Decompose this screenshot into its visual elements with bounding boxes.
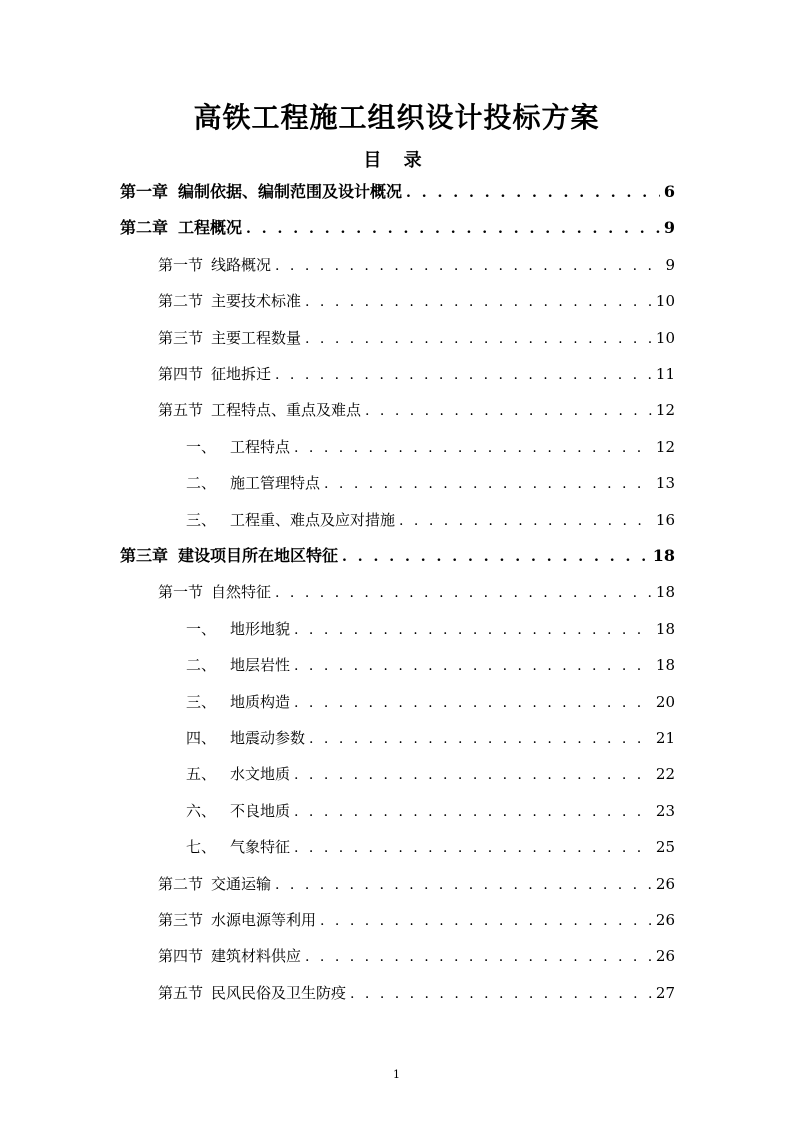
toc-entry-number: 六、 bbox=[186, 801, 217, 820]
toc-entry-text: 自然特征 bbox=[211, 583, 272, 602]
toc-entry-text: 征地拆迁 bbox=[211, 365, 272, 383]
toc-entry-number: 第五节 bbox=[158, 983, 204, 1002]
toc-entry-sub[interactable] bbox=[186, 723, 675, 753]
toc-entry-text: 地质构造 bbox=[230, 692, 291, 711]
toc-entry-page: 16 bbox=[655, 510, 675, 529]
toc-entry-sub[interactable] bbox=[186, 650, 675, 680]
toc-entry-number: 三、 bbox=[186, 510, 217, 529]
toc-entry-number: 二、 bbox=[186, 656, 217, 675]
toc-entry-label bbox=[158, 978, 346, 1008]
toc-entry-text: 工程重、难点及应对措施 bbox=[230, 510, 396, 529]
toc-entry-number: 第一节 bbox=[158, 255, 204, 274]
toc-entry-text: 不良地质 bbox=[230, 801, 291, 820]
toc-entry-text: 地层岩性 bbox=[230, 656, 291, 675]
toc-entry-page: 18 bbox=[652, 546, 675, 565]
toc-entry-number: 第四节 bbox=[158, 365, 204, 383]
toc-entry-section[interactable] bbox=[158, 250, 675, 280]
toc-entry-text: 交通运输 bbox=[211, 874, 272, 893]
toc-heading: 目 录 bbox=[363, 150, 430, 171]
toc-entry-label bbox=[186, 796, 290, 826]
toc-entry-text: 地形地貌 bbox=[230, 619, 291, 638]
toc-entry-label bbox=[120, 177, 402, 207]
toc-leader-dots bbox=[320, 906, 652, 936]
toc-entry-sub[interactable] bbox=[186, 832, 675, 862]
toc-leader-dots bbox=[294, 833, 652, 863]
toc-leader-dots bbox=[305, 324, 652, 354]
toc-entry-number: 三、 bbox=[186, 692, 217, 711]
toc-entry-page: 22 bbox=[655, 765, 675, 784]
toc-entry-label bbox=[186, 468, 320, 498]
toc-entry-page: 11 bbox=[655, 365, 675, 383]
toc-leader-dots bbox=[275, 870, 652, 900]
toc-entry-number: 第三节 bbox=[158, 911, 204, 929]
toc-entry-page: 13 bbox=[655, 474, 675, 493]
toc-entry-page: 12 bbox=[655, 437, 675, 456]
toc-entry-page: 10 bbox=[655, 328, 675, 347]
toc-entry-label bbox=[158, 905, 316, 935]
toc-entry-label bbox=[158, 577, 271, 607]
toc-entry-section[interactable] bbox=[158, 323, 675, 353]
toc-entry-number: 第一章 bbox=[120, 182, 169, 201]
toc-entry-sub[interactable] bbox=[186, 505, 675, 535]
toc-entry-label bbox=[186, 687, 290, 717]
toc-leader-dots bbox=[399, 506, 652, 536]
toc-entry-section[interactable] bbox=[158, 286, 675, 316]
toc-entry-chapter[interactable] bbox=[120, 177, 675, 207]
toc-entry-number: 第三章 bbox=[120, 546, 169, 565]
toc-entry-number: 第一节 bbox=[158, 583, 204, 602]
toc-entry-label bbox=[158, 286, 301, 316]
toc-entry-number: 一、 bbox=[186, 619, 217, 638]
toc-leader-dots bbox=[275, 578, 652, 608]
page-number: 1 bbox=[393, 1068, 400, 1081]
toc-entry-chapter[interactable] bbox=[120, 541, 675, 571]
toc-entry-label bbox=[120, 541, 338, 571]
toc-entry-section[interactable] bbox=[158, 577, 675, 607]
toc-entry-page: 21 bbox=[655, 729, 675, 747]
toc-entry-number: 五、 bbox=[186, 765, 217, 784]
toc-entry-page: 18 bbox=[655, 656, 675, 675]
toc-entry-sub[interactable] bbox=[186, 759, 675, 789]
toc-leader-dots bbox=[305, 287, 652, 317]
toc-leader-dots bbox=[365, 396, 652, 426]
document-title: 高铁工程施工组织设计投标方案 bbox=[193, 101, 600, 134]
toc-entry-section[interactable] bbox=[158, 395, 675, 425]
toc-entry-page: 20 bbox=[655, 692, 675, 711]
toc-leader-dots bbox=[309, 724, 652, 754]
toc-entry-page: 18 bbox=[655, 619, 675, 638]
toc-entry-label bbox=[158, 250, 271, 280]
toc-entry-section[interactable] bbox=[158, 941, 675, 971]
toc-entry-number: 四、 bbox=[186, 729, 217, 747]
toc-leader-dots bbox=[305, 942, 652, 972]
toc-entry-page: 27 bbox=[655, 983, 675, 1002]
toc-leader-dots bbox=[324, 469, 652, 499]
toc-entry-text: 水源电源等利用 bbox=[211, 911, 317, 929]
toc-leader-dots bbox=[294, 615, 652, 645]
toc-entry-text: 民风民俗及卫生防疫 bbox=[211, 983, 347, 1002]
toc-entry-sub[interactable] bbox=[186, 432, 675, 462]
toc-entry-text: 气象特征 bbox=[230, 838, 291, 857]
toc-entry-page: 26 bbox=[655, 911, 675, 929]
toc-entry-chapter[interactable] bbox=[120, 213, 675, 243]
toc-entry-section[interactable] bbox=[158, 978, 675, 1008]
toc-entry-label bbox=[158, 869, 271, 899]
toc-entry-page: 9 bbox=[663, 218, 675, 238]
toc-entry-page: 25 bbox=[655, 838, 675, 857]
toc-entry-page: 26 bbox=[655, 874, 675, 893]
toc-entry-text: 线路概况 bbox=[211, 255, 272, 274]
toc-entry-label bbox=[186, 432, 290, 462]
toc-leader-dots bbox=[350, 979, 652, 1009]
toc-entry-number: 第五节 bbox=[158, 401, 204, 420]
toc-entry-sub[interactable] bbox=[186, 687, 675, 717]
toc-entry-text: 编制依据、编制范围及设计概况 bbox=[178, 182, 403, 201]
toc-entry-number: 第二节 bbox=[158, 292, 204, 311]
toc-entry-page: 6 bbox=[663, 182, 675, 201]
toc-entry-text: 工程特点 bbox=[230, 437, 291, 456]
toc-entry-page: 18 bbox=[655, 583, 675, 602]
toc-leader-dots bbox=[275, 360, 652, 390]
toc-entry-text: 水文地质 bbox=[230, 765, 291, 784]
toc-entry-section[interactable] bbox=[158, 869, 675, 899]
toc-entry-text: 主要技术标准 bbox=[211, 292, 302, 311]
toc-entry-number: 第二节 bbox=[158, 874, 204, 893]
toc-entry-label bbox=[158, 359, 271, 389]
toc-leader-dots bbox=[294, 760, 652, 790]
toc-entry-label bbox=[158, 395, 361, 425]
toc-entry-label bbox=[186, 759, 290, 789]
toc-entry-text: 建设项目所在地区特征 bbox=[178, 546, 339, 565]
toc-entry-number: 第四节 bbox=[158, 947, 204, 966]
toc-entry-page: 12 bbox=[655, 401, 675, 420]
toc-entry-label bbox=[186, 650, 290, 680]
toc-leader-dots bbox=[294, 433, 652, 463]
toc-entry-text: 地震动参数 bbox=[230, 729, 306, 747]
toc-entry-number: 二、 bbox=[186, 474, 217, 493]
toc-leader-dots bbox=[275, 251, 661, 281]
toc-entry-label bbox=[158, 941, 301, 971]
toc-entry-label bbox=[186, 832, 290, 862]
toc-entry-number: 一、 bbox=[186, 437, 217, 456]
toc-entry-page: 9 bbox=[665, 255, 675, 274]
toc-entry-text: 建筑材料供应 bbox=[211, 947, 302, 966]
toc-entry-number: 七、 bbox=[186, 838, 217, 857]
toc-entry-label bbox=[158, 323, 301, 353]
toc-entry-text: 主要工程数量 bbox=[211, 328, 302, 347]
toc-leader-dots bbox=[294, 651, 652, 681]
toc-leader-dots bbox=[342, 542, 649, 572]
toc-leader-dots bbox=[406, 178, 660, 208]
toc-leader-dots bbox=[294, 688, 652, 718]
toc-entry-sub[interactable] bbox=[186, 468, 675, 498]
toc-entry-label bbox=[186, 723, 305, 753]
toc-entry-number: 第三节 bbox=[158, 328, 204, 347]
toc-entry-text: 工程特点、重点及难点 bbox=[211, 401, 362, 420]
toc-entry-label bbox=[186, 614, 290, 644]
toc-entry-page: 10 bbox=[655, 292, 675, 311]
toc-leader-dots bbox=[246, 214, 660, 244]
toc-entry-section[interactable] bbox=[158, 359, 675, 389]
toc-entry-text: 施工管理特点 bbox=[230, 474, 321, 493]
toc-entry-sub[interactable] bbox=[186, 614, 675, 644]
toc-entry-page: 26 bbox=[655, 947, 675, 966]
toc-entry-section[interactable] bbox=[158, 905, 675, 935]
toc-entry-number: 第二章 bbox=[120, 218, 169, 238]
toc-entry-sub[interactable] bbox=[186, 796, 675, 826]
toc-entry-label bbox=[186, 505, 395, 535]
toc-entry-page: 23 bbox=[655, 801, 675, 820]
toc-entry-label bbox=[120, 213, 242, 243]
toc-entry-text: 工程概况 bbox=[178, 218, 243, 238]
toc-leader-dots bbox=[294, 797, 652, 827]
